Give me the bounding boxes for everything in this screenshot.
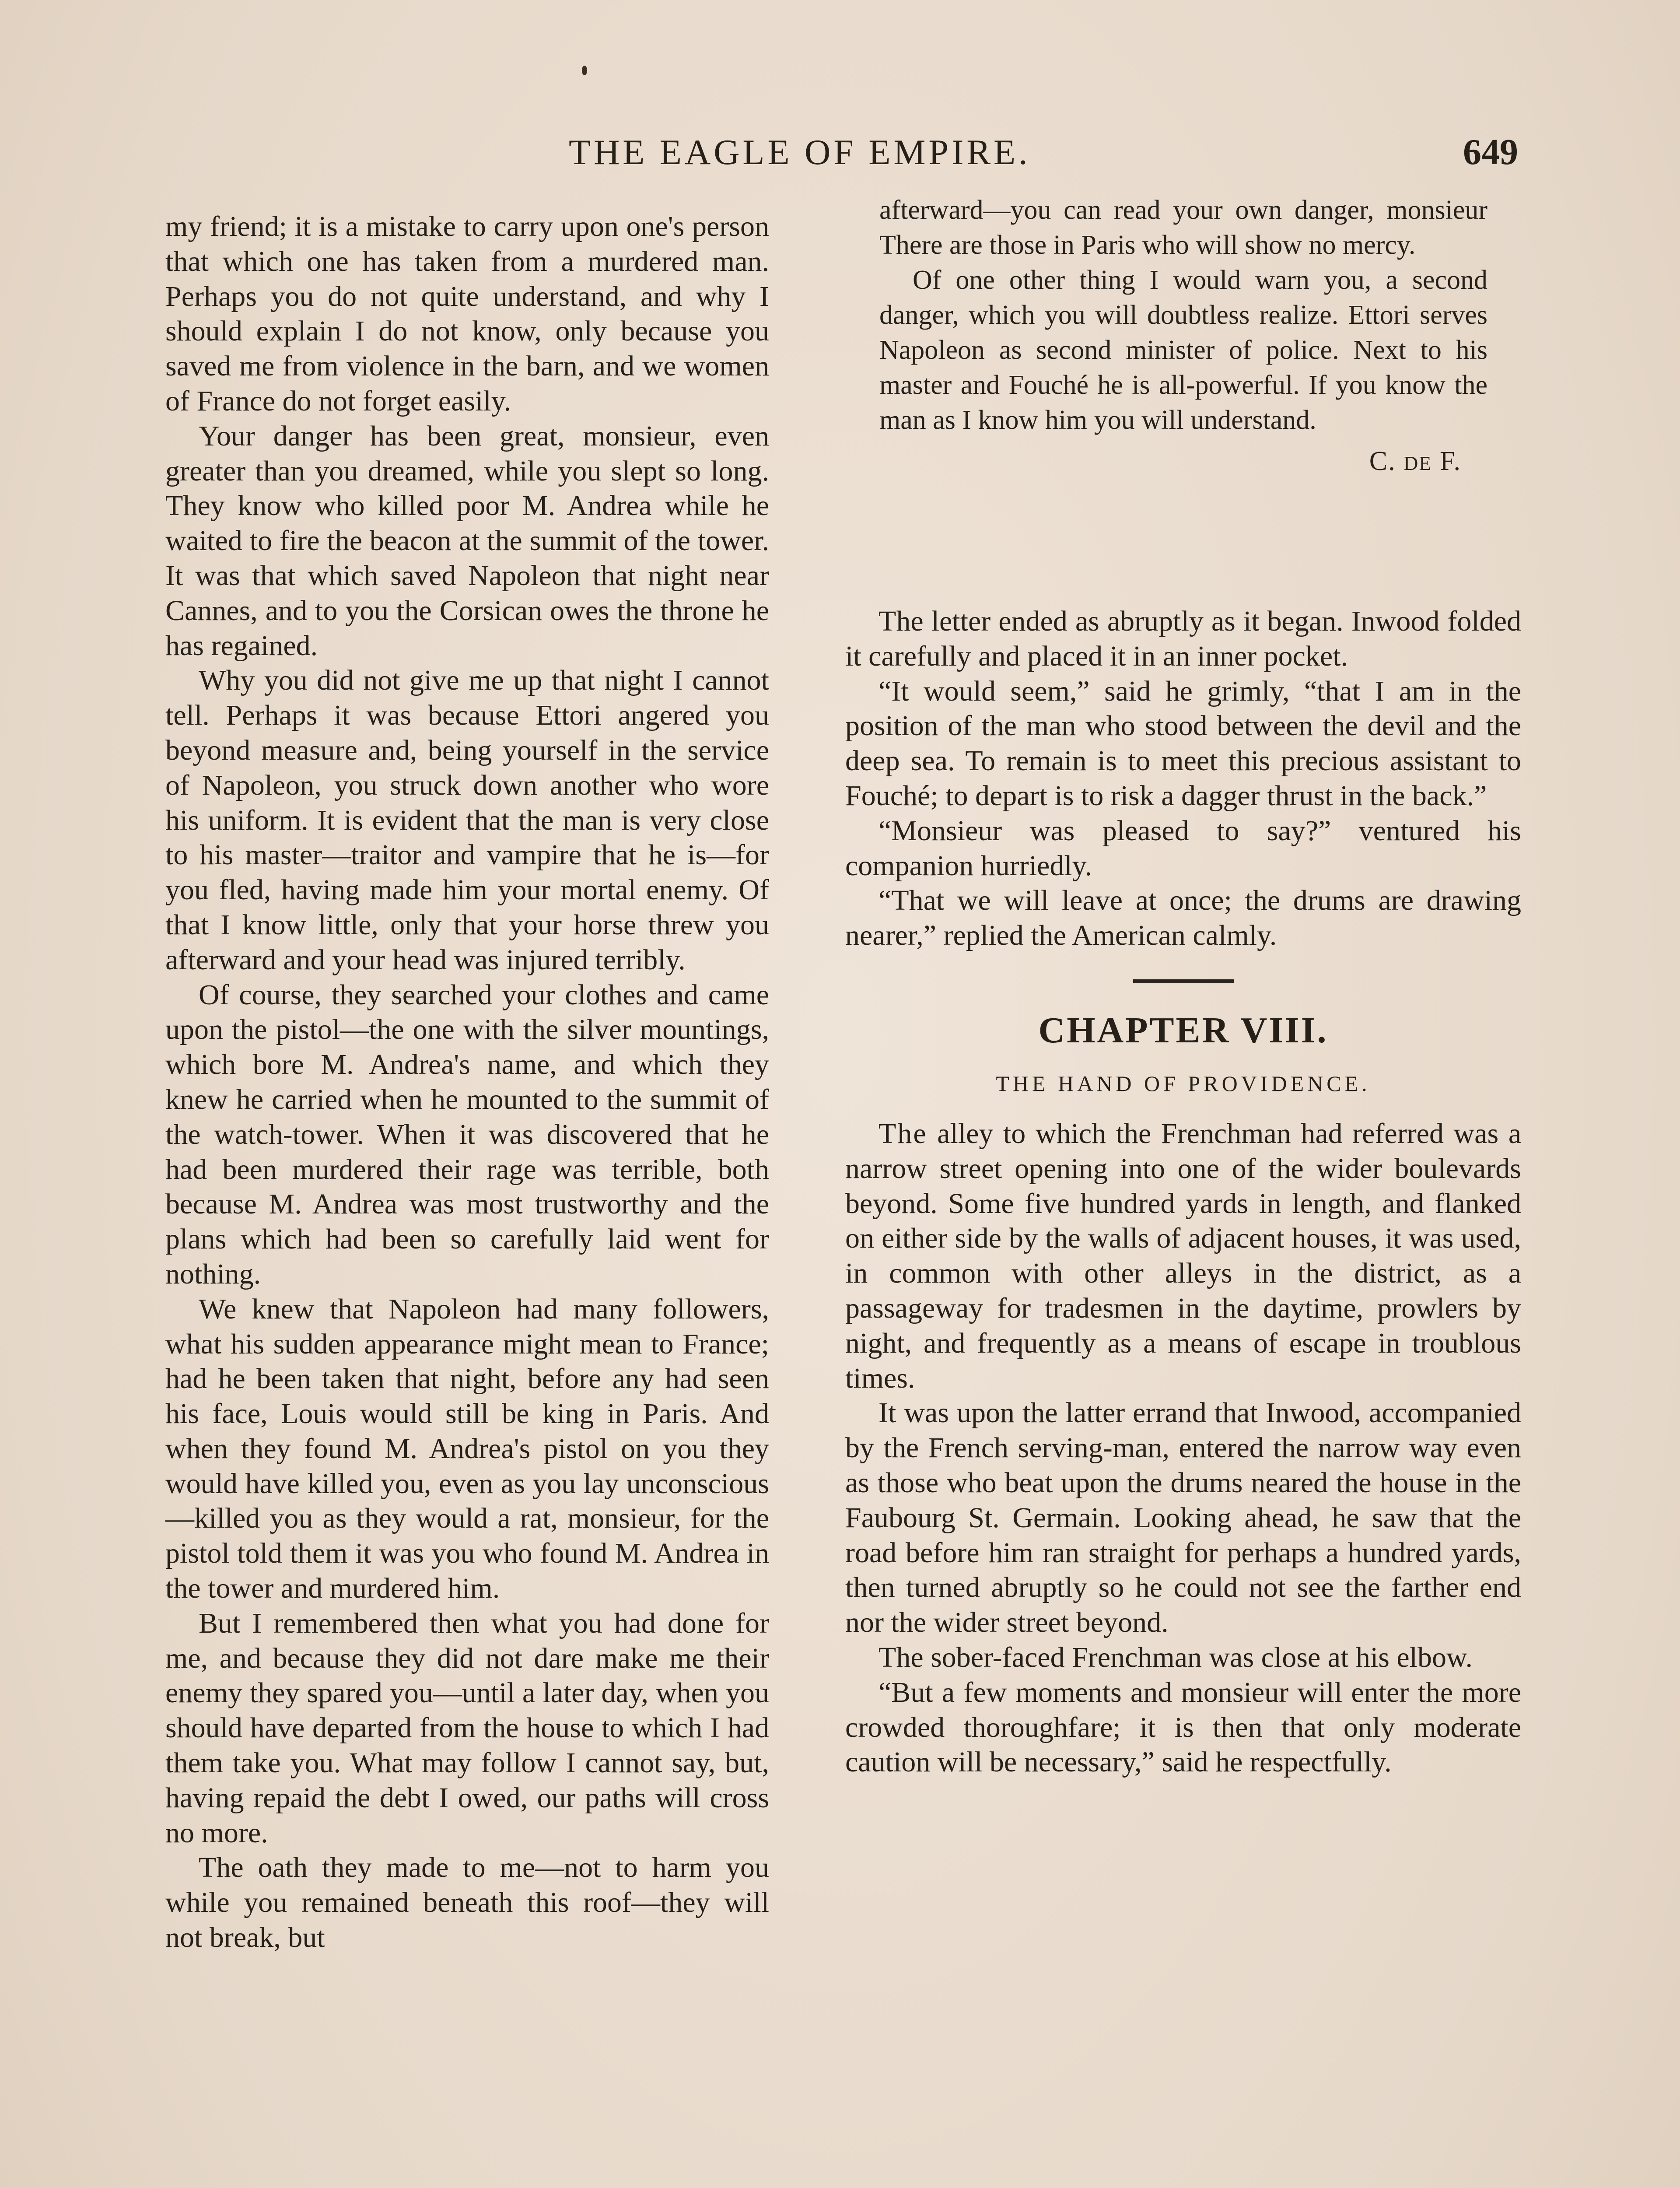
right-column <box>845 604 1521 1780</box>
page-header <box>166 130 1518 179</box>
paragraph: We knew that Napoleon had many followers, what his sudden appearance might mean to France; had he been taken that night, before any had seen his face, Louis would still be king in Paris. And when they found M. Andrea's pistol on you they would have killed you, even as you lay unconscious —killed you as they would a rat, monsieur, for the pistol told them it was you who found M. Andrea in the tower and murdered him. <box>165 1293 769 1605</box>
paragraph: Of one other thing I would warn you, a second danger, which you will doubtless realize. Ettori serves Napoleon as second minister of police. Next to his master and Fouché he is all-powerful. If you know the man as I know him you will understand. <box>879 265 1488 435</box>
paragraph: “That we will leave at once; the drums are drawing nearer,” replied the American calmly. <box>845 884 1521 952</box>
letter-continuation <box>879 193 1488 481</box>
chapter-subtitle: THE HAND OF PROVIDENCE. <box>996 1071 1371 1096</box>
signature-initial: C. <box>1369 446 1396 476</box>
paragraph: The letter ended as abruptly as it began. Inwood folded it carefully and placed it in an inner pocket. <box>845 605 1521 672</box>
paragraph: my friend; it is a mistake to carry upon one's person that which one has taken from a murdered man. Perhaps you do not quite understand, and why I should explain I do not know, only because you saved me from violence in the barn, and we women of France do not forget easily. <box>165 210 769 417</box>
paragraph: Your danger has been great, monsieur, even greater than you dreamed, while you slept so long. They know who killed poor M. Andrea while he waited to fire the beacon at the summit of the tower. It was that which saved Napoleon that night near Cannes, and to you the Corsican owes the throne he has regained. <box>165 420 769 662</box>
letter-signature <box>879 444 1488 481</box>
paragraph: Of course, they searched your clothes and came upon the pistol—the one with the silver mountings, which bore M. Andrea's name, and which they knew he carried when he mounted to the summit of the watch-tower. When it was discovered that he had been murdered their rage was terrible, both because M. Andrea was most trustworthy and the plans which had been so carefully laid went for nothing. <box>165 978 769 1290</box>
chapter-title: CHAPTER VIII. <box>1038 1010 1328 1051</box>
left-column <box>165 209 769 1955</box>
page-number: 649 <box>1463 132 1518 172</box>
ink-speck <box>582 66 587 75</box>
paragraph: “Monsieur was pleased to say?” ventured his companion hurriedly. <box>845 814 1521 882</box>
paragraph: The sober-faced Frenchman was close at his elbow. <box>878 1641 1473 1673</box>
paragraph: “But a few moments and monsieur will enter the more crowded thoroughfare; it is then that only moderate caution will be necessary,” said he respectfully. <box>845 1676 1521 1778</box>
section-divider <box>1133 979 1234 983</box>
paragraph-text: alley to which the Frenchman had referred was a narrow street opening into one of the wider boulevards beyond. Some five hundred yards in length, and flanked on either side by the walls of adjacent houses, it was used, in common with other alleys in the district, as a passageway for tradesmen in the daytime, prowlers by night, and frequently as a means of escape in troublous times. <box>845 1117 1521 1394</box>
signature-particle: DE <box>1404 452 1432 474</box>
paragraph: Why you did not give me up that night I cannot tell. Perhaps it was because Ettori angered you beyond measure and, being yourself in the service of Napoleon, you struck down another who wore his uniform. It is evident that the man is very close to his master—traitor and vampire that he is—for you fled, having made him your mortal enemy. Of that I know little, only that your horse threw you afterward and your head was injured terribly. <box>165 664 769 976</box>
paragraph: The oath they made to me—not to harm you while you remained beneath this roof—they will not break, but <box>165 1851 769 1954</box>
running-title: THE EAGLE OF EMPIRE. <box>569 132 1031 172</box>
paragraph: afterward—you can read your own danger, monsieur There are those in Paris who will show no mercy. <box>879 195 1488 260</box>
signature-final: F. <box>1439 446 1461 476</box>
paragraph: But I remembered then what you had done for me, and because they did not dare make me their enemy they spared you—until a later day, when you should have departed from the house to which I had them take you. What may follow I cannot say, but, having repaid the debt I owed, our paths will cross no more. <box>165 1607 769 1849</box>
chapter-opening-paragraph <box>845 1116 1521 1396</box>
paragraph: It was upon the latter errand that Inwood, accompanied by the French serving-man, entered the narrow way even as those who beat upon the drums neared the house in the Faubourg St. Germain. Looking ahead, he saw that the road before him ran straight for perhaps a hundred yards, then turned abruptly so he could not see the farther end nor the wider street beyond. <box>845 1397 1521 1639</box>
lead-word: The <box>878 1117 928 1150</box>
paragraph: “It would seem,” said he grimly, “that I am in the position of the man who stood between the devil and the deep sea. To remain is to meet this precious assistant to Fouché; to depart is to risk a dagger thrust in the back.” <box>845 675 1521 812</box>
